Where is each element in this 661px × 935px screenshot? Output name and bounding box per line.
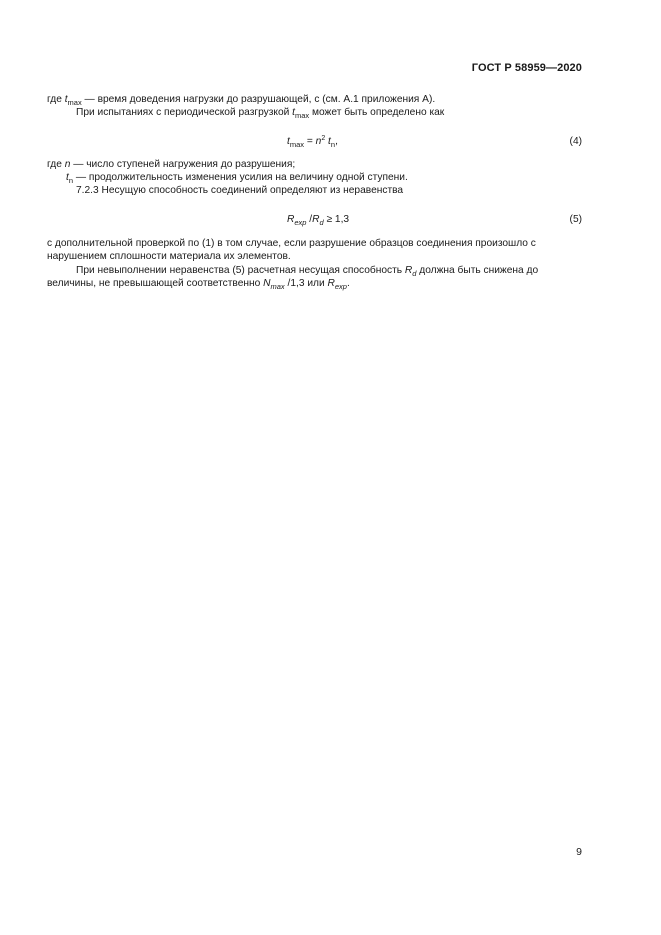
formula-5 — [287, 213, 349, 226]
formula-4 — [287, 135, 338, 148]
subscript: exp — [334, 282, 347, 291]
text: = — [304, 136, 316, 147]
text: При невыполнении неравенства (5) расчетная несущая способность — [76, 265, 405, 276]
subscript: max — [67, 98, 82, 107]
text-line-n-definition — [47, 158, 295, 171]
subscript: exp — [294, 218, 307, 227]
equation-number-5: (5) — [569, 214, 582, 225]
text: где — [47, 94, 65, 105]
text-line-failure-condition-2 — [47, 277, 350, 290]
symbol: n — [315, 136, 322, 147]
symbol: t — [292, 107, 295, 118]
symbol: t — [287, 136, 290, 147]
symbol: t — [66, 172, 69, 183]
text: . — [346, 278, 350, 289]
text: величины, не превышающей соответственно — [47, 278, 264, 289]
equation-number-4: (4) — [569, 136, 582, 147]
text: где — [47, 159, 65, 170]
text: — продолжительность изменения усилия на величину одной ступени. — [73, 172, 408, 183]
subscript: n — [68, 176, 74, 185]
text: / — [306, 214, 313, 225]
symbol: R — [404, 265, 413, 276]
text: 7.2.3 Несущую способность соединений определяют из неравенства — [76, 185, 404, 196]
subscript: max — [295, 111, 310, 120]
text-line-periodic-unloading — [76, 106, 444, 119]
subscript: max — [270, 282, 285, 291]
text: — время доведения нагрузки до разрушающей, с (см. А.1 приложения А). — [81, 94, 436, 105]
text-line-clause-7-2-3 — [76, 184, 403, 197]
text: нарушением сплошности материала их элементов. — [47, 251, 291, 262]
symbol: R — [312, 214, 320, 225]
superscript: 2 — [321, 135, 326, 142]
symbol: R — [287, 214, 295, 225]
text: , — [335, 136, 338, 147]
text: При испытаниях с периодической разгрузкой — [76, 107, 293, 118]
text-line-failure-condition-1 — [76, 264, 538, 277]
subscript: d — [412, 269, 417, 278]
symbol: n — [64, 159, 71, 170]
symbol: N — [263, 278, 271, 289]
document-number: ГОСТ Р 58959—2020 — [471, 62, 582, 74]
subscript: n — [330, 140, 336, 149]
subscript: max — [289, 140, 305, 149]
text-line-additional-check-2 — [47, 250, 291, 263]
text: ≥ 1,3 — [323, 214, 350, 225]
symbol: R — [327, 278, 335, 289]
text-line-tmax-definition — [47, 93, 435, 106]
text: может быть определено как — [309, 107, 445, 118]
text-line-tn-definition — [66, 171, 408, 184]
page-number: 9 — [576, 846, 582, 858]
text: — число ступеней нагружения до разрушения; — [70, 159, 296, 170]
text-line-additional-check-1 — [47, 237, 536, 250]
text: /1,3 или — [284, 278, 328, 289]
text: должна быть снижена до — [416, 265, 539, 276]
symbol: t — [64, 94, 68, 105]
subscript: d — [319, 218, 324, 227]
text: с дополнительной проверкой по (1) в том случае, если разрушение образцов соединения произошло с — [47, 238, 536, 249]
symbol: t — [325, 136, 331, 147]
